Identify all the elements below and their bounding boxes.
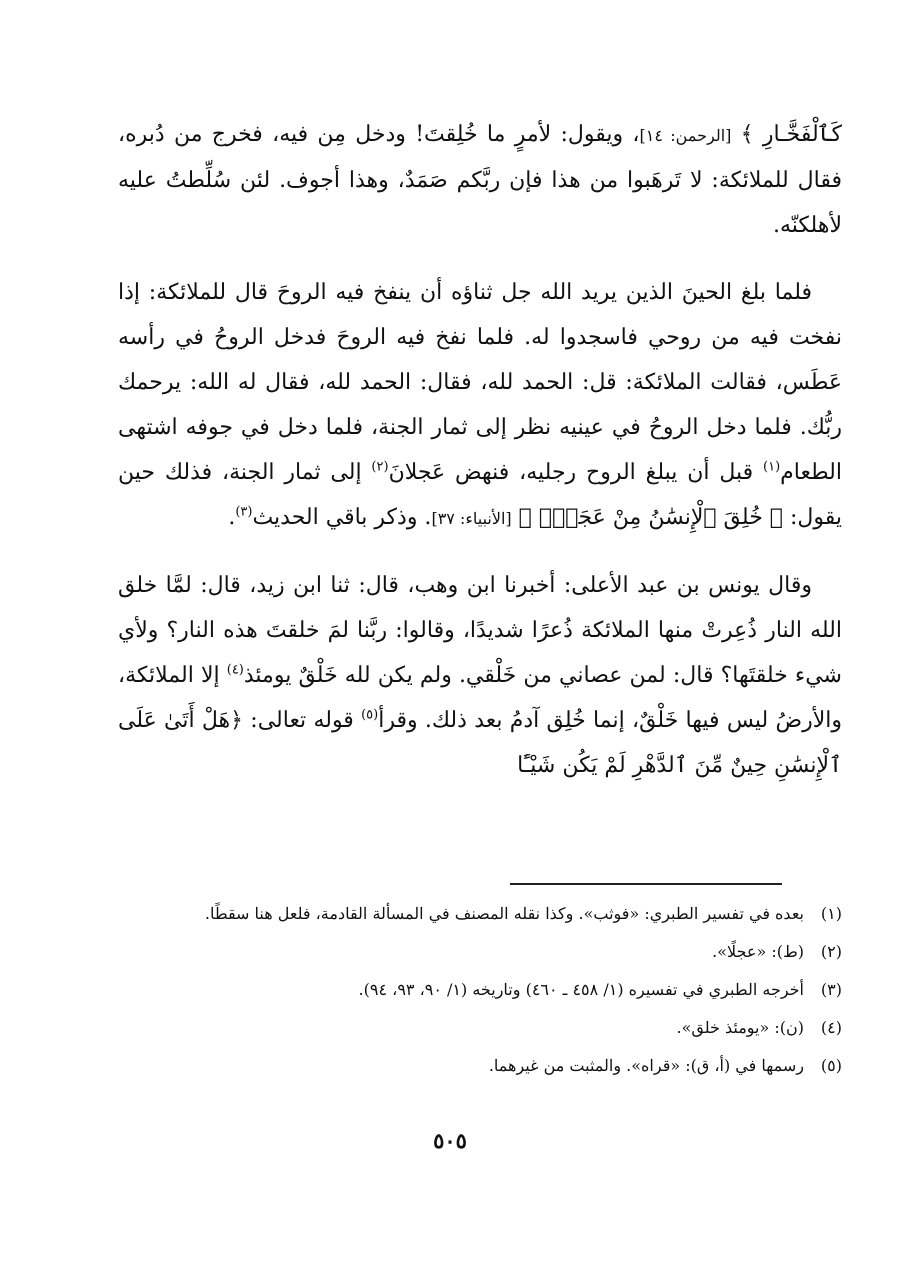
paragraph-text: . وذكر باقي الحديث bbox=[252, 505, 432, 530]
footnote-number: (٤) bbox=[820, 1018, 842, 1037]
paragraph-text: ، ويقول: لأمرٍ ما خُلِقتَ! ودخل مِن فيه، فخرج من دُبره، فقال للملائكة: لا تَرهَبوا من هذا فإن ربَّكم صَمَدٌ، وهذا أجوف. لئن سُلِّطتُ عليه لأهلكنّه. bbox=[118, 122, 842, 238]
footnote-4 bbox=[118, 1012, 842, 1044]
paragraph-text: فلما بلغ الحينَ الذين يريد الله جل ثناؤه أن ينفخ فيه الروحَ قال للملائكة: إذا نفخت فيه من روحي فاسجدوا له. فلما نفخ فيه الروحَ فدخل الروحُ في رأسه عَطَس، فقالت الملائكة: قل: الحمد لله، فقال: الحمد لله، فقال له الله: يرحمك ربُّك. فلما دخل الروحُ في عينيه نظر إلى ثمار الجنة، فلما دخل في جوفه اشتهى الطعام bbox=[118, 280, 842, 485]
paragraph-text: إلا الملائكة، والأرضُ ليس فيها خَلْقٌ، إنما خُلِق آدمُ بعد ذلك. وقرأ bbox=[118, 663, 842, 733]
footnote-marker-3[interactable]: (٣) bbox=[235, 504, 253, 520]
footnote-number: (٥) bbox=[820, 1056, 842, 1075]
footnote-text: بعده في تفسير الطبري: «فوثب». وكذا نقله المصنف في المسألة القادمة، فلعل هنا سقطًا. bbox=[204, 904, 804, 923]
paragraph-3 bbox=[118, 563, 842, 788]
verse-reference: [الأنبياء: ٣٧] bbox=[431, 509, 512, 528]
verse-reference: [الرحمن: ١٤] bbox=[639, 126, 732, 145]
footnote-text: (ط): «عجلًا». bbox=[712, 942, 804, 961]
footnote-marker-5[interactable]: (٥) bbox=[361, 707, 379, 723]
paragraph-text: قبل أن يبلغ الروح رجليه، فنهض عَجلانَ bbox=[388, 460, 764, 485]
footnote-text: رسمها في (أ، ق): «قراه». والمثبت من غيرهما. bbox=[488, 1056, 804, 1075]
footnote-text: (ن): «يومئذ خلق». bbox=[676, 1018, 804, 1037]
paragraph-text: . bbox=[228, 505, 236, 530]
paragraph-2 bbox=[118, 270, 842, 541]
main-text bbox=[118, 112, 842, 810]
paragraph-text: وقال يونس بن عبد الأعلى: أخبرنا ابن وهب، قال: ثنا ابن زيد، قال: لمَّا خلق الله النار ذُعِرتْ منها الملائكة ذُعرًا شديدًا، وقالوا: ربَّنا لمَ خلقتَ هذه النار؟ ولأي شيء خلقتَها؟ قال: لمن عصاني من خَلْقي. ولم يكن لله خَلْقٌ يومئذ bbox=[118, 573, 842, 688]
paragraph-text: قوله تعالى: bbox=[243, 708, 362, 733]
footnotes bbox=[118, 898, 842, 1088]
footnote-number: (٢) bbox=[820, 942, 842, 961]
footnote-marker-2[interactable]: (٢) bbox=[371, 459, 389, 475]
paragraph-1 bbox=[118, 112, 842, 248]
footnote-separator bbox=[510, 883, 782, 885]
footnote-5 bbox=[118, 1050, 842, 1082]
footnote-2 bbox=[118, 936, 842, 968]
page-number: ٥٠٥ bbox=[433, 1128, 467, 1153]
quran-verse: كَٱلْفَخَّـارِ ﴾ bbox=[740, 122, 843, 147]
quran-verse: ﴿ خُلِقَ ٱلْإِنسَٰنُ مِنْ عَجَلٍۚ ﴾ bbox=[518, 505, 783, 530]
quran-verse: ﴿هَلْ أَتَىٰ عَلَى ٱلْإِنسَٰنِ حِينٌ مِّنَ ٱلدَّهْرِ لَمْ يَكُن شَيْـًٔا bbox=[118, 708, 842, 778]
footnote-3 bbox=[118, 974, 842, 1006]
footnote-1 bbox=[118, 898, 842, 930]
footnote-number: (١) bbox=[820, 904, 842, 923]
footnote-marker-4[interactable]: (٤) bbox=[226, 662, 244, 678]
footnote-text: أخرجه الطبري في تفسيره (١/ ٤٥٨ ـ ٤٦٠) وتاريخه (١/ ٩٠، ٩٣، ٩٤). bbox=[358, 980, 804, 999]
paragraph-text: إلى ثمار الجنة، فذلك حين يقول: bbox=[118, 460, 842, 530]
footnote-marker-1[interactable]: (١) bbox=[763, 459, 781, 475]
footnote-number: (٣) bbox=[820, 980, 842, 999]
